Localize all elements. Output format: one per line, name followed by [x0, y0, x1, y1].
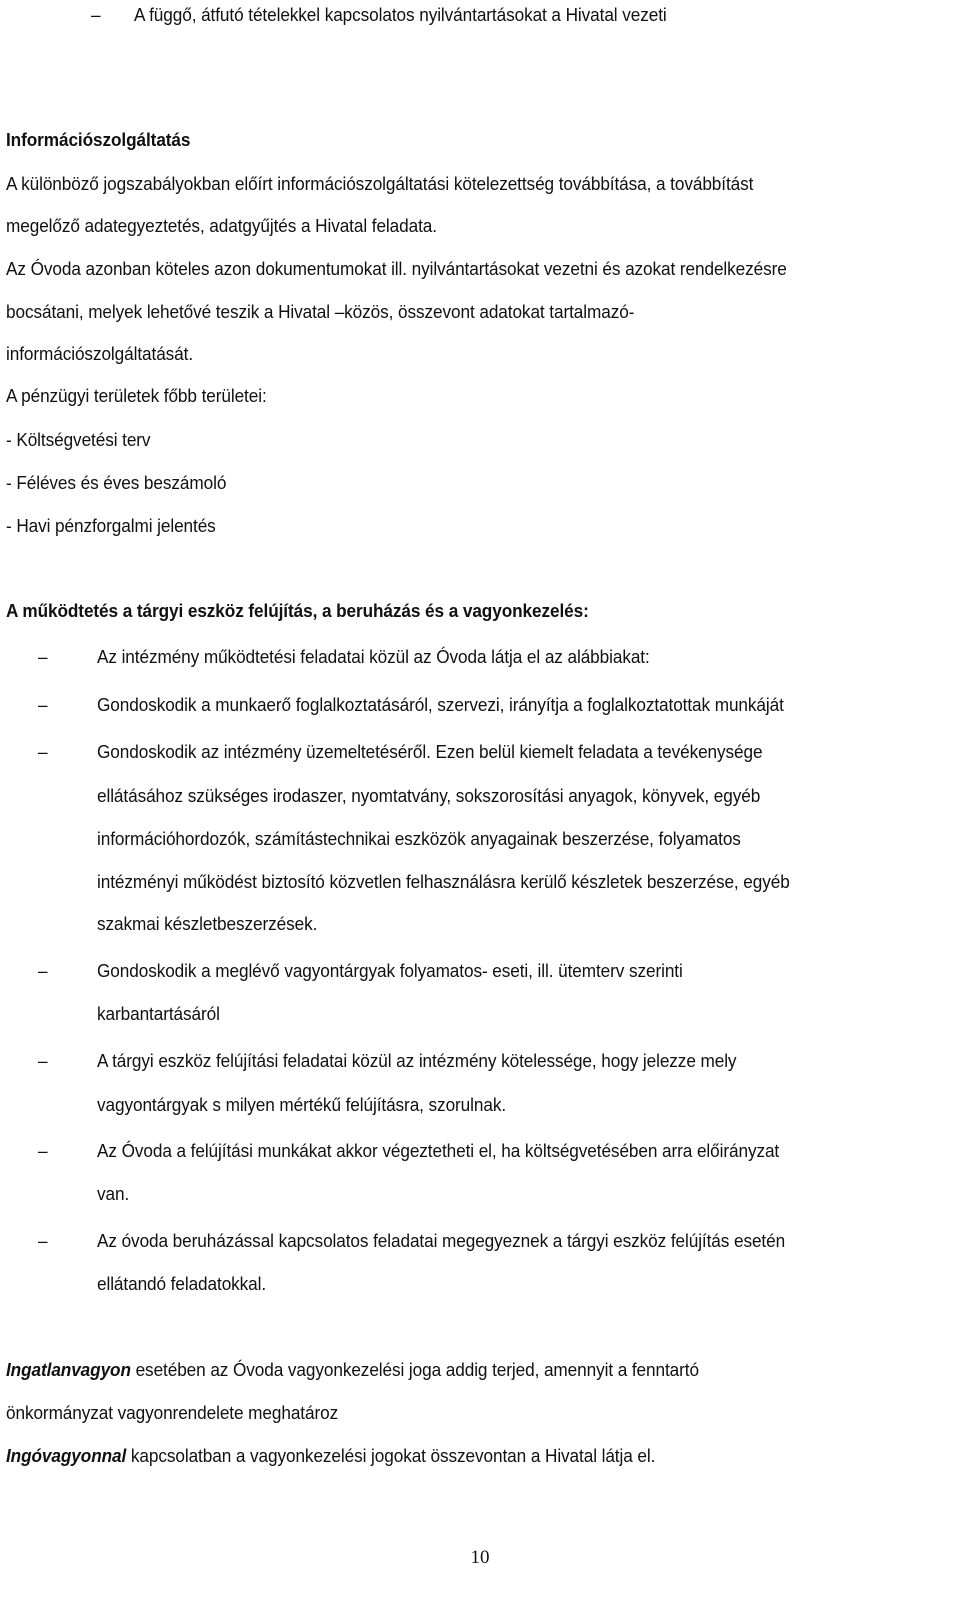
ingatlanvagyon-term: Ingatlanvagyon — [6, 1359, 131, 1380]
list-dash: – — [38, 1230, 48, 1251]
list-item-text: ellátandó feladatokkal. — [97, 1273, 267, 1294]
paragraph-line: A pénzügyi területek főbb területei: — [6, 385, 267, 406]
list-item: - Féléves és éves beszámoló — [6, 472, 227, 493]
paragraph-line: Az Óvoda azonban köteles azon dokumentumokat ill. nyilvántartásokat vezetni és azokat rendelkezésre — [6, 258, 787, 279]
list-item-text: Gondoskodik a munkaerő foglalkoztatásáról, szervezi, irányítja a foglalkoztatottak munkáját — [97, 694, 784, 715]
list-item-text: ellátásához szükséges irodaszer, nyomtatvány, sokszorosítási anyagok, könyvek, egyéb — [97, 785, 761, 806]
list-item: - Havi pénzforgalmi jelentés — [6, 515, 216, 536]
list-dash: – — [38, 694, 48, 715]
paragraph-line: A különböző jogszabályokban előírt információszolgáltatási kötelezettség továbbítása, a továbbítást — [6, 173, 754, 194]
list-item-text: intézményi működést biztosító közvetlen felhasználásra kerülő készletek beszerzése, egyéb — [97, 871, 790, 892]
list-item-text: szakmai készletbeszerzések. — [97, 913, 318, 934]
list-item-text: vagyontárgyak s milyen mértékű felújításra, szorulnak. — [97, 1094, 507, 1115]
list-item-text: karbantartásáról — [97, 1003, 220, 1024]
page-number: 10 — [470, 1547, 490, 1568]
section-heading: Információszolgáltatás — [6, 129, 191, 150]
paragraph-line: bocsátani, melyek lehetővé teszik a Hivatal –közös, összevont adatokat tartalmazó- — [6, 301, 635, 322]
list-dash: – — [38, 741, 48, 762]
list-item-text: Az óvoda beruházással kapcsolatos feladatai megegyeznek a tárgyi eszköz felújítás esetén — [97, 1230, 786, 1251]
paragraph-text: esetében az Óvoda vagyonkezelési joga addig terjed, amennyit a fenntartó — [130, 1359, 699, 1380]
list-item-text: Az Óvoda a felújítási munkákat akkor végeztetheti el, ha költségvetésében arra előirányzat — [97, 1140, 780, 1161]
list-item-text: A tárgyi eszköz felújítási feladatai közül az intézmény kötelessége, hogy jelezze mely — [97, 1050, 737, 1071]
list-dash: – — [38, 1140, 48, 1161]
paragraph-line: információszolgáltatását. — [6, 343, 194, 364]
list-item: - Költségvetési terv — [6, 429, 151, 450]
paragraph-line — [6, 1358, 699, 1382]
list-dash: – — [38, 646, 48, 667]
section-heading: A működtetés a tárgyi eszköz felújítás, a beruházás és a vagyonkezelés: — [6, 600, 589, 621]
list-item-text: A függő, átfutó tételekkel kapcsolatos nyilvántartásokat a Hivatal vezeti — [134, 4, 667, 25]
list-item-text: Gondoskodik a meglévő vagyontárgyak folyamatos- eseti, ill. ütemterv szerinti — [97, 960, 683, 981]
list-dash: – — [91, 4, 101, 25]
list-dash: – — [38, 960, 48, 981]
list-item-text: van. — [97, 1183, 130, 1204]
list-dash: – — [38, 1050, 48, 1071]
paragraph-line: megelőző adategyeztetés, adatgyűjtés a Hivatal feladata. — [6, 215, 437, 236]
paragraph-text: kapcsolatban a vagyonkezelési jogokat összevontan a Hivatal látja el. — [126, 1445, 656, 1466]
list-item-text: Gondoskodik az intézmény üzemeltetéséről. Ezen belül kiemelt feladata a tevékenysége — [97, 741, 763, 762]
paragraph-line — [6, 1444, 655, 1468]
paragraph-line: önkormányzat vagyonrendelete meghatároz — [6, 1402, 339, 1423]
list-item-text: információhordozók, számítástechnikai eszközök anyagainak beszerzése, folyamatos — [97, 828, 741, 849]
list-item-text: Az intézmény működtetési feladatai közül az Óvoda látja el az alábbiakat: — [97, 646, 650, 667]
ingovagyon-term: Ingóvagyonnal — [6, 1445, 127, 1466]
